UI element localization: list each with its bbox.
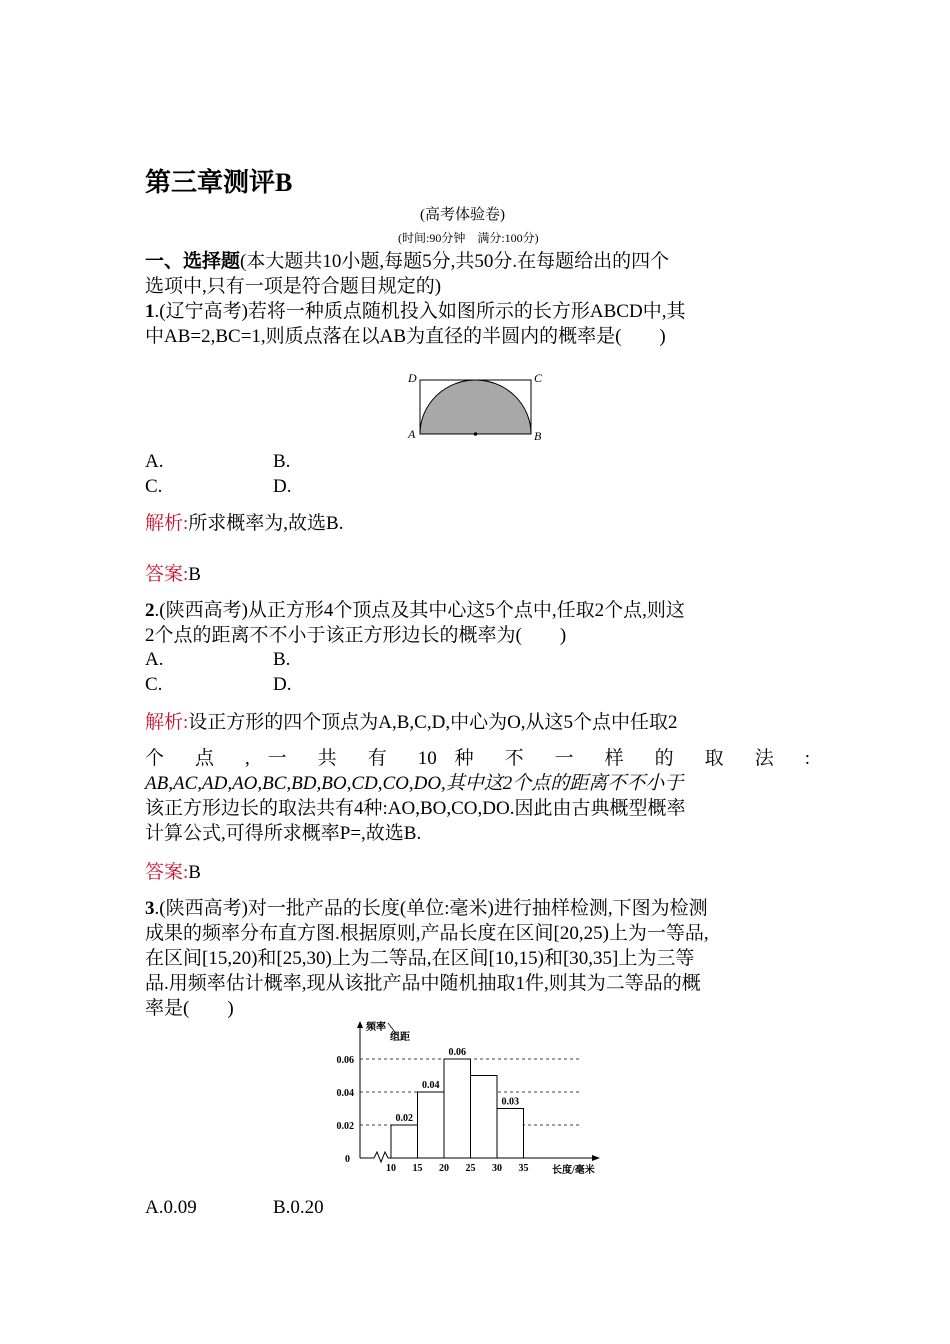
q2-text-1: .(陕西高考)从正方形4个顶点及其中心这5个点中,任取2个点,则这 [154,600,685,621]
q2-answer [145,860,810,885]
x-tick-label-3: 25 [465,1163,476,1174]
q2-analysis-text-3: AB,AC,AD,AO,BC,BD,BO,CD,CO,DO,其中这2个点的距离不不小于 [145,773,684,794]
q1-option-a: A. [145,451,164,472]
q2-text-2: 2个点的距离不不小于该正方形边长的概率为( ) [145,625,567,646]
q2-answer-label: 答案: [145,862,189,883]
histogram-bar-3 [471,1076,498,1159]
bar-label-4: 0.03 [501,1096,519,1108]
q2-line-1 [145,598,810,623]
y-axis-label-top: 频率 [366,1022,386,1033]
bar-label-0: 0.02 [395,1113,413,1124]
q3-text-4: 品.用频率估计概率,现从该批产品中随机抽取1件,则其为二等品的概 [145,973,701,994]
q1-answer-value: B [188,564,201,585]
y-tick-label-0: 0.02 [336,1121,354,1132]
center-dot [474,432,478,436]
q2-option-d: D. [273,674,292,695]
histogram-bar-0 [391,1125,418,1158]
bar-label-1: 0.04 [422,1080,440,1091]
q1-analysis-text: 所求概率为,故选B. [188,513,344,534]
q3-text-5: 率是( ) [145,998,234,1019]
exam-meta: (时间:90分钟 满分:100分) [398,231,539,245]
y-tick-label-1: 0.04 [336,1088,354,1099]
q1-answer [145,562,810,587]
y-tick-label-2: 0.06 [336,1055,354,1066]
q1-answer-label: 答案: [145,564,189,585]
histogram-bar-1 [418,1092,445,1158]
q2-analysis-text-2: 个 点 , 一 共 有 10 种 不 一 样 的 取 法 : [145,748,810,769]
q2-option-a: A. [145,649,164,670]
q3-text-3: 在区间[15,20)和[25,30)上为二等品,在区间[10,15)和[30,35]上为三等 [145,948,695,969]
label-a: A [408,427,416,441]
histogram-bar-4 [497,1109,524,1159]
x-tick-label-2: 20 [439,1163,449,1174]
semicircle [420,380,531,434]
y-axis-arrow [357,1021,363,1028]
q1-option-d: D. [273,476,292,497]
axis-break [374,1152,388,1162]
origin-label: 0 [345,1154,350,1165]
q3-option-b: B.0.20 [273,1197,324,1218]
q1-option-b: B. [273,451,291,472]
section-heading [145,249,810,274]
q2-number: 2 [145,600,155,621]
q2-analysis-text-5: 计算公式,可得所求概率P=,故选B. [145,823,422,844]
q1-text-1: .(辽宁高考)若将一种质点随机投入如图所示的长方形ABCD中,其 [154,301,686,322]
q3-line-1 [145,896,810,921]
section-desc-1: (本大题共10小题,每题5分,共50分.在每题给出的四个 [240,251,670,272]
x-axis-arrow [592,1155,600,1161]
label-c: C [534,371,543,385]
q1-option-c: C. [145,476,163,497]
x-tick-label-4: 30 [492,1163,502,1174]
q3-text-2: 成果的频率分布直方图.根据原则,产品长度在区间[20,25)上为一等品, [145,923,709,944]
y-axis-label-bottom: 组距 [390,1032,410,1043]
q2-option-b: B. [273,649,291,670]
q3-option-a: A.0.09 [145,1197,197,1218]
q2-analysis-text-4: 该正方形边长的取法共有4种:AO,BO,CO,DO.因此由古典概型概率 [145,798,686,819]
page-title: 第三章测评B [145,168,293,197]
section-title: 一、选择题 [145,251,241,272]
q1-analysis-label: 解析: [145,513,189,534]
q1-number: 1 [145,301,155,322]
frequency-histogram [330,1018,620,1178]
q2-analysis-label: 解析: [145,712,189,733]
label-b: B [534,429,542,443]
q3-text-1: .(陕西高考)对一批产品的长度(单位:毫米)进行抽样检测,下图为检测 [154,898,708,919]
q2-analysis-text-1: 设正方形的四个顶点为A,B,C,D,中心为O,从这5个点中任取2 [188,712,678,733]
q2-option-c: C. [145,674,163,695]
q3-number: 3 [145,898,155,919]
q2-analysis-line-1 [145,710,810,735]
bar-label-2: 0.06 [448,1047,466,1058]
x-tick-label-1: 15 [412,1163,423,1174]
page-subtitle: (高考体验卷) [420,207,505,223]
q1-figure [405,368,550,444]
histogram-bar-2 [444,1059,471,1158]
q1-text-2: 中AB=2,BC=1,则质点落在以AB为直径的半圆内的概率是( ) [145,326,666,347]
section-desc-2: 选项中,只有一项是符合题目规定的) [145,276,442,297]
x-axis-label: 长度/毫米 [552,1165,595,1176]
q1-analysis [145,511,810,536]
q2-answer-value: B [188,862,201,883]
q1-line-1 [145,299,810,324]
label-d: D [408,371,417,385]
x-tick-label-0: 10 [386,1163,396,1174]
x-tick-label-5: 35 [518,1163,529,1174]
